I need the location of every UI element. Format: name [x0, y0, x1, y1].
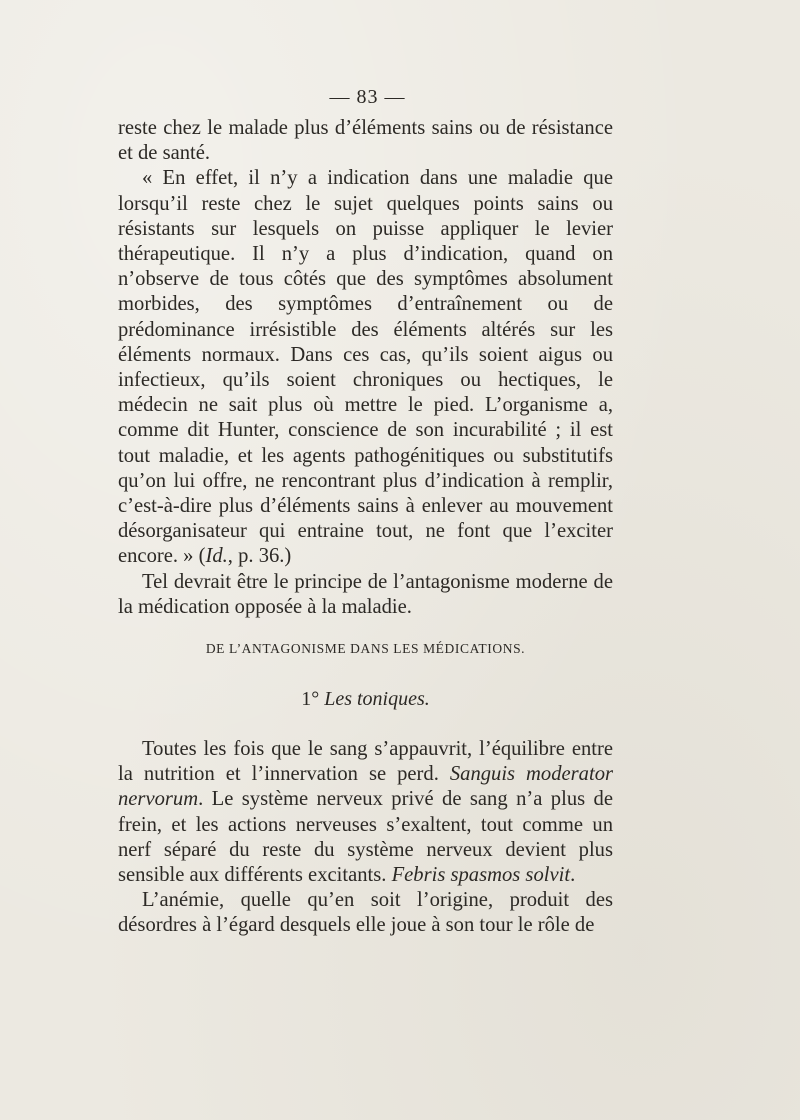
- section-heading: DE L’ANTAGONISME DANS LES MÉDICATIONS.: [205, 641, 526, 656]
- paragraph-blood-text-2: . Le système nerveux privé de sang n’a plus de frein, et les actions nerveuses s’exaltent, tout comme un nerf séparé du reste du système nerveux devient plus sensible aux différents excitants.: [118, 788, 613, 887]
- subsection-number: 1°: [301, 688, 320, 710]
- body-text-bottom: [118, 737, 613, 939]
- paragraph-blood-text-3: .: [570, 864, 576, 887]
- citation-page: , p. 36.): [227, 545, 292, 568]
- citation-open: (: [198, 545, 206, 568]
- paragraph-blood: [118, 737, 613, 888]
- body-text-top: [118, 116, 613, 620]
- citation-source: Id.: [205, 545, 228, 568]
- paragraph-principle: Tel devrait être le principe de l’antagonisme moderne de la médication opposée à la maladie.: [118, 570, 613, 618]
- quotation-text: « En effet, il n’y a indication dans une maladie que lorsqu’il reste chez le sujet quelques points sains ou résistants sur lesquels on puisse appliquer le levier thérapeutique. Il n’y a plus d’indication, quand on n’observe de tous côtés que des symptômes absolument morbides, des symptômes d’entraînement ou de prédominance irrésistible des éléments altérés sur les éléments normaux. Dans ces cas, qu’ils soient aigus ou infectieux, qu’ils soient chroniques ou hectiques, le médecin ne sait plus où mettre le pied. L’organisme a, comme dit Hunter, conscience de son incurabilité ; il est tout maladie, et les agents pathogénitiques ou substitutifs qu’on lui offre, ne rencontrant plus d’indication à remplir, c’est-à-dire plus d’éléments sains à enlever au mouvement désorganisateur qui entraine tout, ne font que l’exciter encore. »: [118, 167, 613, 568]
- page-number: — 83 —: [329, 86, 406, 108]
- paragraph-continuation: reste chez le malade plus d’éléments sains ou de résistance et de santé.: [118, 117, 613, 165]
- latin-phrase-sanguis: Sanguis moderator nervorum: [118, 763, 613, 811]
- paragraph-blood-text-1: Toutes les fois que le sang s’appauvrit, l’équilibre entre la nutrition et l’innervation se perd.: [118, 738, 613, 786]
- paragraph-quotation: [118, 166, 613, 569]
- latin-phrase-febris: Febris spasmos solvit: [391, 864, 571, 887]
- subsection-title: Les toniques.: [324, 688, 430, 710]
- subsection-heading: [118, 688, 613, 711]
- paragraph-anemia: L’anémie, quelle qu’en soit l’origine, produit des désordres à l’égard desquels elle joue à son tour le rôle de: [118, 889, 613, 937]
